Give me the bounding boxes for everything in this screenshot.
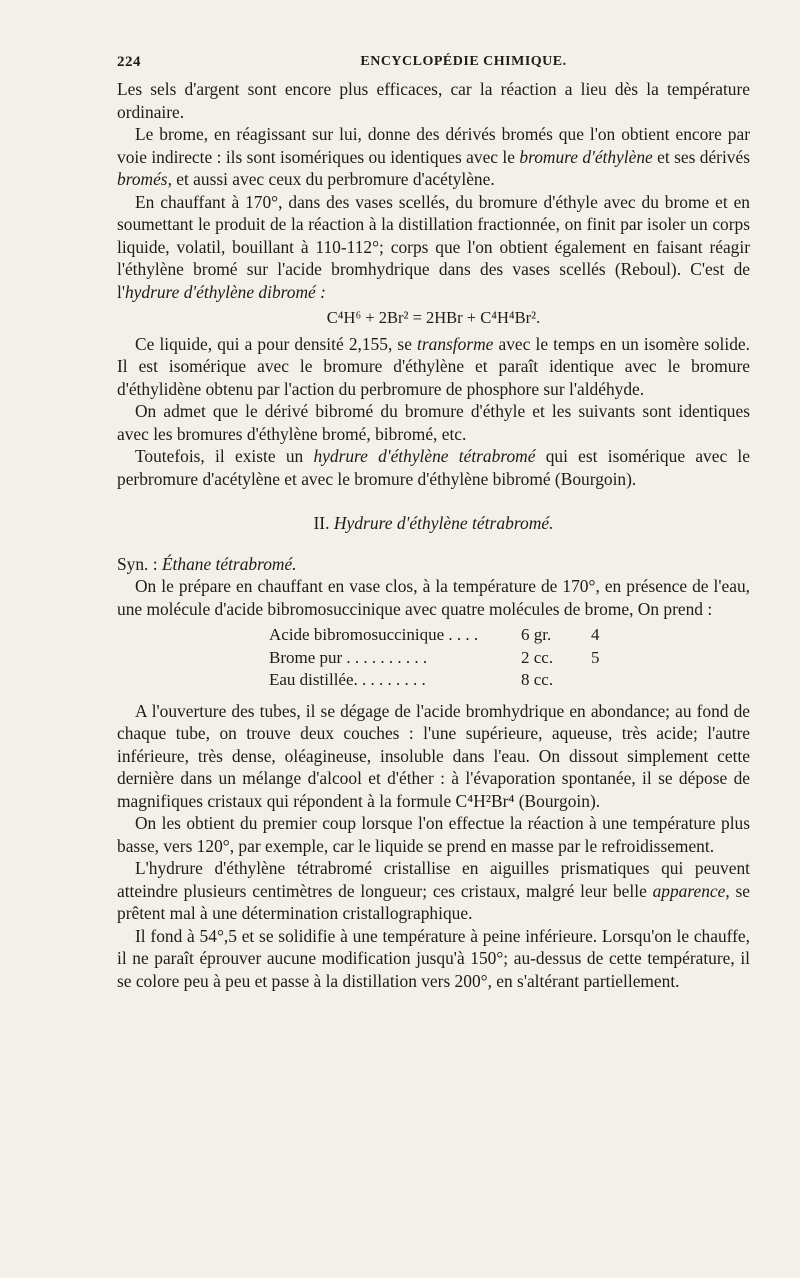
paragraph-crystallization: L'hydrure d'éthylène tétrabromé cristallise en aiguilles prismatiques qui peuvent atteindre plusieurs centimètres de longueur; ces cristaux, malgré leur belle apparence, se prêtent mal à une détermination cristallographique. — [117, 858, 750, 923]
paragraph-bromine-derivatives: Le brome, en réagissant sur lui, donne des dérivés bromés que l'on obtient encore par voie indirecte : ils sont isomériques ou identiques avec le bromure d'éthylène et ses dérivés bromés, et aussi avec ceux du perbromure d'acétylène. — [117, 124, 750, 189]
paragraph-bibrominated-derivative: On admet que le dérivé bibromé du bromure d'éthyle et les suivants sont identiques avec les bromures d'éthylène bromé, bibromé, etc. — [117, 401, 750, 444]
recipe-row: Brome pur . . . . . . . . . . 2 cc. 5 — [269, 647, 600, 667]
page-number: 224 — [117, 54, 141, 70]
paragraph-opening-tubes: A l'ouverture des tubes, il se dégage de l'acide bromhydrique en abondance; au fond de chaque tube, on trouve deux couches : l'une supérieure, aqueuse, très acide; l'autre inférieure, très dense, oléagineuse, insoluble dans l'eau. On dissout simplement cette dernière dans un mélange d'alcool et d'éther : à l'évaporation spontanée, il se dépose de magnifiques cristaux qui répondent à la formule C⁴H²Br⁴ (Bourgoin). — [117, 700, 750, 811]
paragraph-melting-point: Il fond à 54°,5 et se solidifie à une température à peine inférieure. Lorsqu'on le chauffe, il ne paraît éprouver aucune modification jusqu'à 150°; au-dessus de cette température, il se colore peu à peu et passe à la distillation vers 200°, en s'altérant partiellement. — [117, 925, 750, 991]
paragraph-tetrabrominated-hydride: Toutefois, il existe un hydrure d'éthylène tétrabromé qui est isomérique avec le perbromure d'acétylène et avec le bromure d'éthylène bibromé (Bourgoin). — [117, 446, 750, 489]
reaction-formula: C⁴H⁶ + 2Br² = 2HBr + C⁴H⁴Br². — [326, 308, 541, 327]
paragraph-preparation: On le prépare en chauffant en vase clos, à la température de 170°, en présence de l'eau, une molécule d'acide bibromosuccinique avec quatre molécules de brome, On prend : — [117, 576, 750, 619]
page-body — [117, 78, 750, 992]
synonym-line: Syn. : Éthane tétrabromé. — [117, 553, 297, 574]
running-title: ENCYCLOPÉDIE CHIMIQUE. — [360, 54, 567, 69]
recipe-row: Eau distillée. . . . . . . . . 8 cc. — [269, 670, 554, 689]
page-header — [117, 52, 750, 78]
section-heading: II. Hydrure d'éthylène tétrabromé. — [313, 513, 554, 533]
paragraph-silver-salts: Les sels d'argent sont encore plus efficaces, car la réaction a lieu dès la température ordinaire. — [117, 79, 750, 122]
paragraph-liquid-density: Ce liquide, qui a pour densité 2,155, se transforme avec le temps en un isomère solide. Il est isomérique avec le bromure d'éthylène et paraît identique avec le bromure d'éthylidène obtenu par l'action du perbromure de phosphore sur l'aldéhyde. — [117, 333, 750, 399]
paragraph-lower-temperature: On les obtient du premier coup lorsque l'on effectue la réaction à une température plus basse, vers 120°, par exemple, car le liquide se prend en masse par le refroidissement. — [117, 813, 750, 856]
recipe-row: Acide bibromosuccinique . . . . 6 gr. 4 — [269, 625, 600, 644]
recipe-table — [269, 624, 750, 692]
paragraph-heating-ethyl-bromide: En chauffant à 170°, dans des vases scellés, du bromure d'éthyle avec du brome et en soumettant le produit de la réaction à la distillation fractionnée, on finit par isoler un corps liquide, volatil, bouillant à 110-112°; corps que l'on obtient également en faisant réagir l'éthylène bromé sur l'acide bromhydrique dans des vases scellés (Reboul). C'est de l'hydrure d'éthylène dibromé : — [117, 191, 750, 302]
